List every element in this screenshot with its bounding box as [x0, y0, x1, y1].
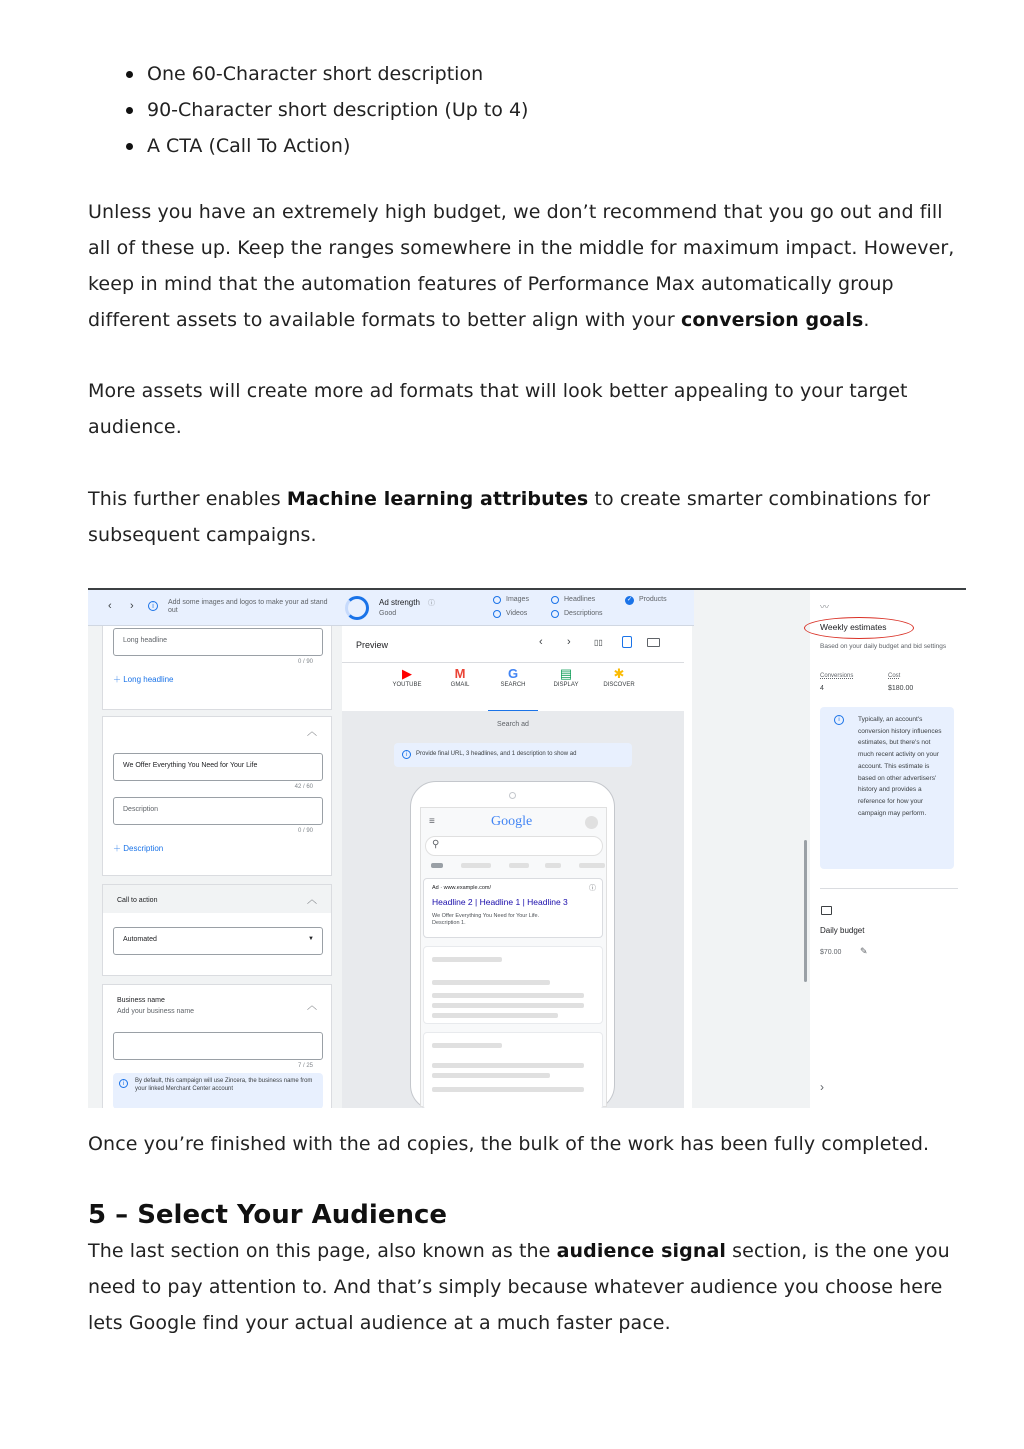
info-icon: i	[834, 715, 844, 725]
placeholder-line	[432, 993, 584, 998]
panel-divider	[820, 888, 958, 889]
business-name-field[interactable]	[113, 1032, 323, 1060]
estimates-note-text: Typically, an account's conversion history influences estimates, but there's not much recent activity on your account. This estimate is based on other advertisers' history and provides a reference for how your campaign may perform.	[858, 716, 942, 817]
tab-youtube-label: YOUTUBE	[392, 682, 422, 688]
google-g-icon: G	[507, 666, 519, 681]
paragraph-end: .	[863, 309, 870, 331]
asset-hint: Add some images and logos to make your ad stand out	[168, 599, 328, 614]
products-check-icon: ✓	[626, 597, 633, 603]
tab-display[interactable]	[546, 666, 586, 688]
paragraph-budget	[88, 194, 968, 338]
description-count-2: 0 / 90	[297, 828, 313, 834]
cta-header	[103, 885, 331, 913]
bullet-item: One 60-Character short description	[147, 56, 528, 92]
paragraph-text: This further enables	[88, 488, 287, 510]
business-name-card	[102, 984, 332, 1108]
cost-value: $180.00	[888, 685, 914, 692]
ad-headline[interactable]: Headline 2 | Headline 1 | Headline 3	[432, 897, 568, 907]
ad-description: We Offer Everything You Need for Your Life. Description 1.	[432, 913, 540, 926]
prev-icon[interactable]: ‹	[539, 636, 543, 648]
ad-result-card	[423, 878, 603, 938]
description-card	[102, 716, 332, 876]
business-name-hint: Add your business name	[117, 1008, 195, 1015]
preview-title: Preview	[356, 640, 389, 650]
credit-card-icon	[821, 906, 832, 915]
add-description-label: Description	[123, 844, 164, 853]
videos-check-icon	[493, 610, 501, 618]
estimates-subtitle: Based on your daily budget and bid settings	[820, 643, 947, 650]
daily-budget-value: $70.00	[820, 949, 842, 956]
nav-bar-placeholder	[545, 863, 561, 868]
bold-machine-learning: Machine learning attributes	[286, 488, 589, 510]
conversions-label: Conversions	[820, 673, 854, 679]
search-icon: ⚲	[432, 839, 440, 850]
phone-screen	[420, 807, 607, 1107]
tab-search[interactable]	[493, 666, 533, 688]
nav-bar-placeholder	[579, 863, 605, 868]
placeholder-line	[432, 1063, 584, 1068]
asset-bullet-list	[147, 56, 528, 164]
next-icon[interactable]: ›	[567, 636, 571, 648]
cta-select-value: Automated	[123, 936, 157, 943]
paragraph-text: Unless you have an extremely high budget, we don’t recommend that you go out and fill all of these up. Keep the ranges somewhere in the middle for maximum impact. However, keep in mind that the automation features of Performance Max automatically group different assets to available formats to better align with your	[88, 201, 955, 331]
top-bar	[88, 590, 694, 626]
long-headline-field[interactable]: Long headline	[113, 628, 323, 656]
business-name-count: 7 / 25	[297, 1063, 313, 1069]
preview-info-box	[394, 743, 632, 767]
add-long-headline-label: Long headline	[123, 675, 174, 684]
preview-panel	[342, 626, 692, 1108]
youtube-icon: ▶	[402, 666, 412, 681]
nav-bar-placeholder	[461, 863, 491, 868]
section-heading: 5 – Select Your Audience	[88, 1200, 448, 1230]
info-icon: i	[402, 750, 411, 759]
cta-card	[102, 884, 332, 976]
paragraph-end: section, is the one you need to pay attention to. And that’s simply because whatever audience you choose here lets Google find your actual audience at a much faster pace.	[88, 1240, 950, 1334]
add-description-link[interactable]: ＋ Description	[113, 844, 164, 853]
cta-label: Call to action	[117, 897, 158, 904]
paragraph-finished: Once you’re finished with the ad copies, the bulk of the work has been fully completed.	[88, 1133, 930, 1155]
preview-info-text: Provide final URL, 3 headlines, and 1 description to show ad	[416, 751, 577, 757]
display-icon: ▤	[559, 666, 573, 681]
check-videos: Videos	[506, 610, 528, 617]
bold-conversion-goals: conversion goals	[680, 309, 864, 331]
cost-label: Cost	[888, 673, 901, 679]
tab-display-label: DISPLAY	[553, 682, 579, 688]
descriptions-check-icon	[551, 610, 559, 618]
business-name-label: Business name	[117, 997, 165, 1004]
placeholder-result-card	[423, 946, 603, 1024]
preview-canvas	[342, 711, 684, 1108]
ad-strength-ring-icon	[345, 596, 369, 620]
tab-discover[interactable]	[599, 666, 639, 688]
mobile-icon[interactable]	[622, 636, 632, 648]
placeholder-line	[432, 1043, 502, 1048]
avatar	[585, 816, 598, 829]
ad-strength-value: Good	[379, 610, 397, 617]
ad-url: Ad · www.example.com/	[432, 885, 491, 891]
business-note-text: By default, this campaign will use Zincera, the business name from your linked Merchant Center account	[135, 1078, 313, 1092]
placeholder-line	[432, 1003, 584, 1008]
add-long-headline-link[interactable]: ＋ Long headline	[113, 675, 174, 684]
placeholder-result-card	[423, 1032, 603, 1108]
long-headline-count: 0 / 90	[297, 659, 313, 665]
placeholder-line	[432, 1087, 584, 1092]
nav-bar-placeholder	[509, 863, 529, 868]
collapse-chevron-icon[interactable]: ︿	[307, 895, 317, 906]
images-check-icon	[493, 596, 501, 604]
daily-budget-label: Daily budget	[820, 926, 865, 935]
placeholder-line	[432, 980, 550, 985]
tab-discover-label: DISCOVER	[603, 682, 635, 688]
paragraph-audience	[88, 1233, 968, 1341]
nav-bar-placeholder	[431, 863, 443, 868]
weekly-estimates-title: Weekly estimates	[820, 622, 887, 632]
collapse-chevron-icon[interactable]: ︿	[307, 1001, 317, 1012]
placeholder-line	[432, 1073, 550, 1078]
discover-icon: ✱	[613, 666, 625, 681]
long-headline-card	[102, 626, 332, 710]
description-field-2[interactable]: Description	[113, 797, 323, 825]
phone-mockup	[410, 781, 615, 1108]
paragraph-text: The last section on this page, also known as the	[88, 1240, 557, 1262]
desktop-icon[interactable]	[647, 638, 660, 647]
tab-search-label: SEARCH	[500, 682, 526, 688]
check-headlines: Headlines	[564, 596, 596, 603]
back-chevron-icon[interactable]: ‹	[108, 600, 112, 612]
google-logo: Google	[491, 814, 533, 829]
edit-pencil-icon[interactable]: ✎	[860, 946, 868, 956]
forward-chevron-icon[interactable]: ›	[130, 600, 134, 612]
tab-youtube[interactable]	[387, 666, 427, 688]
bullet-item: A CTA (Call To Action)	[147, 128, 528, 164]
check-descriptions: Descriptions	[564, 610, 603, 617]
tab-gmail[interactable]	[440, 666, 480, 688]
check-products: Products	[639, 596, 667, 603]
check-images: Images	[506, 596, 529, 603]
collapse-chevron-icon[interactable]: ︿	[307, 727, 317, 738]
paragraph-end: to create smarter combinations for subsequent campaigns.	[88, 488, 931, 546]
ad-info-icon: ⓘ	[589, 885, 596, 892]
cta-select[interactable]	[113, 927, 323, 955]
search-ad-label: Search ad	[497, 721, 529, 728]
estimates-panel	[810, 590, 966, 1108]
scrollbar[interactable]	[804, 840, 807, 982]
info-icon: i	[119, 1079, 128, 1088]
description-field-1[interactable]: We Offer Everything You Need for Your Life	[113, 753, 323, 781]
expand-chevron-icon[interactable]: ›	[820, 1080, 824, 1094]
pause-icon[interactable]: ▯▯	[594, 638, 603, 647]
trend-icon: 〰	[820, 602, 830, 612]
bullet-item: 90-Character short description (Up to 4)	[147, 92, 528, 128]
search-box	[425, 836, 603, 856]
google-ads-screenshot	[88, 588, 966, 1108]
conversions-value: 4	[820, 685, 824, 692]
menu-icon: ≡	[429, 816, 435, 827]
placeholder-line	[432, 957, 502, 962]
info-icon: i	[148, 601, 158, 611]
ad-strength-label: Ad strength	[379, 598, 420, 607]
business-name-note	[113, 1073, 323, 1108]
headlines-check-icon	[551, 596, 559, 604]
placeholder-line	[432, 1013, 558, 1018]
dropdown-arrow-icon: ▼	[308, 936, 314, 942]
description-count-1: 42 / 60	[294, 784, 313, 790]
asset-form-column	[102, 626, 334, 1108]
preview-divider	[342, 662, 684, 663]
tab-gmail-label: GMAIL	[450, 682, 470, 688]
paragraph-machine-learning	[88, 481, 968, 553]
help-icon: ⓘ	[428, 600, 435, 607]
paragraph-assets: More assets will create more ad formats that will look better appealing to your target audience.	[88, 380, 908, 438]
estimates-note	[820, 707, 954, 869]
camera-dot	[509, 792, 516, 799]
bold-audience-signal: audience signal	[556, 1240, 727, 1262]
gmail-icon: M	[454, 666, 466, 681]
